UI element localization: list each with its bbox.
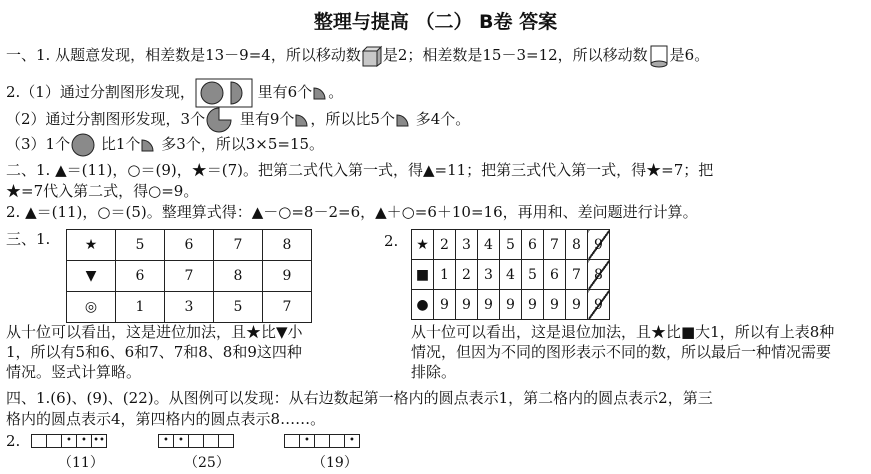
table-cell: 8 bbox=[214, 261, 263, 292]
table-cell: 7 bbox=[544, 230, 566, 260]
table-cell: 9 bbox=[478, 290, 500, 320]
line-9: 四、1.(6)、(9)、(22)。从图例可以发现：从右边数起第一格内的圆点表示1，第二格内的圆点表示2，第三 bbox=[6, 389, 713, 407]
table-cell: 4 bbox=[500, 260, 522, 290]
three-quarter-circle-icon bbox=[205, 106, 235, 134]
table-cell: 1 bbox=[116, 292, 165, 323]
table-cell: 2 bbox=[456, 260, 478, 290]
table-cell: ■ bbox=[412, 260, 434, 290]
dot-cell: • bbox=[61, 435, 76, 447]
table-cell: 9 bbox=[434, 290, 456, 320]
dot-box-2-caption: （25） bbox=[184, 455, 230, 471]
line-3-text-a: （2）通过分割图形发现，3个 bbox=[6, 110, 206, 128]
line-4-text-b: 比1个 bbox=[100, 135, 141, 153]
table-cell: 9 bbox=[566, 290, 588, 320]
table-cell: 9 bbox=[456, 290, 478, 320]
table-row bbox=[67, 230, 312, 261]
table-cell: 9 bbox=[522, 290, 544, 320]
table-cell: 9 bbox=[588, 230, 610, 260]
table-1 bbox=[66, 229, 312, 323]
line-3-text-b: 里有9个 bbox=[239, 110, 295, 128]
table-cell: 6 bbox=[116, 261, 165, 292]
table-row bbox=[412, 260, 610, 290]
line-1-text-c: 是6。 bbox=[669, 46, 710, 64]
table-cell: 9 bbox=[544, 290, 566, 320]
table-cell: 7 bbox=[165, 261, 214, 292]
line-4 bbox=[6, 133, 324, 157]
circle-and-half-circle-box bbox=[195, 78, 253, 108]
table-row bbox=[67, 261, 312, 292]
cube-icon bbox=[361, 45, 383, 67]
table-cell: 9 bbox=[500, 290, 522, 320]
dot-cell: •• bbox=[91, 435, 106, 447]
line-4-text-a: （3）1个 bbox=[6, 135, 71, 153]
note-2: 从十位可以看出，这是退位加法，且★比■大1，所以有上表8种情况，但因为不同的图形表示不同的数，所以最后一种情况需要排除。 bbox=[411, 323, 835, 381]
table-row bbox=[412, 290, 610, 320]
table-cell: 7 bbox=[214, 230, 263, 261]
dot-cell bbox=[218, 435, 233, 447]
dot-box-1 bbox=[31, 434, 107, 448]
line-11: 2. bbox=[6, 432, 21, 450]
table-cell: 6 bbox=[165, 230, 214, 261]
table-cell: 8 bbox=[588, 260, 610, 290]
table-cell: 3 bbox=[165, 292, 214, 323]
quarter-circle-icon bbox=[395, 113, 411, 127]
table-cell: 6 bbox=[544, 260, 566, 290]
table-cell: 9 bbox=[263, 261, 312, 292]
dot-cell bbox=[203, 435, 218, 447]
line-1-text-a: 一、1. 从题意发现，相差数是13－9=4，所以移动数 bbox=[6, 46, 361, 64]
table-cell: 5 bbox=[522, 260, 544, 290]
table-cell: ★ bbox=[67, 230, 116, 261]
cylinder-icon bbox=[648, 44, 670, 68]
line-2 bbox=[6, 78, 343, 108]
note-1: 从十位可以看出，这是进位加法，且★比▼小1，所以有5和6、6和7、7和8、8和9这四种情况。竖式计算略。 bbox=[6, 323, 303, 381]
line-3 bbox=[6, 106, 470, 134]
dot-cell: • bbox=[173, 435, 188, 447]
table-cell: 8 bbox=[263, 230, 312, 261]
table-cell: 7 bbox=[566, 260, 588, 290]
line-1-text-b: 是2；相差数是15－3=12，所以移动数 bbox=[382, 46, 648, 64]
table-cell: ◎ bbox=[67, 292, 116, 323]
line-7: 2. ▲＝(11)，○＝(5)。整理算式得：▲－○=8－2=6，▲＋○=6＋10=16，再用和、差问题进行计算。 bbox=[6, 203, 698, 221]
dot-cell: • bbox=[299, 435, 314, 447]
table-cell: ▼ bbox=[67, 261, 116, 292]
table-cell: 5 bbox=[500, 230, 522, 260]
table-cell: 5 bbox=[214, 292, 263, 323]
line-1 bbox=[6, 44, 709, 68]
table-cell: 3 bbox=[456, 230, 478, 260]
table-2 bbox=[411, 229, 610, 320]
line-3-text-c: ，所以比5个 bbox=[310, 110, 395, 128]
table-row bbox=[412, 230, 610, 260]
dot-cell bbox=[188, 435, 203, 447]
quarter-circle-icon bbox=[294, 113, 310, 127]
dot-cell bbox=[329, 435, 344, 447]
table-cell: 2 bbox=[434, 230, 456, 260]
dot-box-3-caption: （19） bbox=[312, 455, 358, 471]
table-cell: 6 bbox=[522, 230, 544, 260]
dot-box-3 bbox=[284, 434, 360, 448]
line-4-text-c: 多3个，所以3×5=15。 bbox=[161, 135, 325, 153]
line-2-text-a: 2.（1）通过分割图形发现， bbox=[6, 83, 195, 101]
line-6: ★=7代入第二式，得○=9。 bbox=[6, 182, 199, 200]
dot-cell: • bbox=[163, 435, 169, 446]
line-2-text-b: 里有6个 bbox=[257, 83, 313, 101]
page-title: 整理与提高 （二） B卷 答案 bbox=[313, 11, 558, 33]
quarter-circle-icon bbox=[140, 138, 156, 152]
dot-cell bbox=[46, 435, 61, 447]
section-3-2-label: 2. bbox=[384, 232, 399, 250]
table-cell: 7 bbox=[263, 292, 312, 323]
table-cell: 9 bbox=[588, 290, 610, 320]
dot-cell: • bbox=[76, 435, 91, 447]
line-10: 格内的圆点表示4，第四格内的圆点表示8……。 bbox=[6, 410, 326, 428]
line-3-text-d: 多4个。 bbox=[415, 110, 471, 128]
table-row bbox=[67, 292, 312, 323]
quarter-circle-icon bbox=[312, 86, 328, 100]
full-circle-icon bbox=[70, 133, 96, 157]
table-cell: 5 bbox=[116, 230, 165, 261]
dot-cell bbox=[32, 435, 46, 447]
dot-box-1-caption: （11） bbox=[58, 455, 104, 471]
table-cell: 4 bbox=[478, 230, 500, 260]
dot-cell bbox=[314, 435, 329, 447]
dot-box-2 bbox=[158, 434, 234, 448]
dot-cell: • bbox=[344, 435, 359, 447]
line-2-text-c: 。 bbox=[328, 83, 344, 101]
line-5: 二、1. ▲＝(11)，○＝(9)，★＝(7)。把第二式代入第一式，得▲=11；把第三式代入第一式，得★=7；把 bbox=[6, 161, 714, 179]
table-cell: 3 bbox=[478, 260, 500, 290]
table-cell: ★ bbox=[412, 230, 434, 260]
section-3-label: 三、1. bbox=[6, 230, 51, 248]
table-cell: 8 bbox=[566, 230, 588, 260]
table-cell: 1 bbox=[434, 260, 456, 290]
dot-cell bbox=[285, 435, 299, 447]
table-cell: ● bbox=[412, 290, 434, 320]
